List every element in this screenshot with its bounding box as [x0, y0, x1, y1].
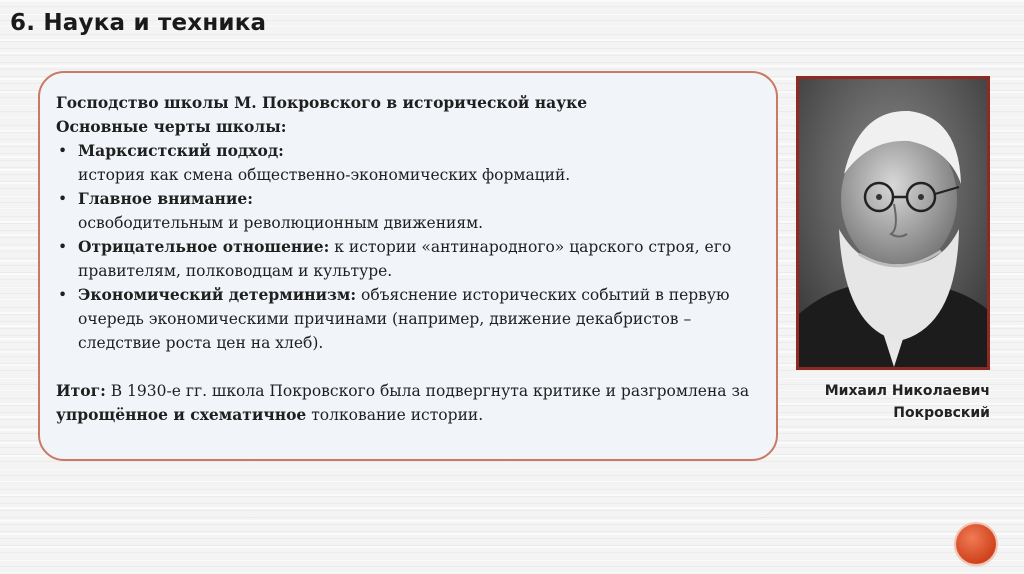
portrait-image — [799, 79, 987, 367]
summary-label: Итог: — [56, 381, 106, 400]
list-item — [56, 187, 758, 235]
bullet-text: объяснение исторических событий в первую очередь экономическими причинами (например, движение декабристов – следствие роста цен на хлеб). — [78, 286, 730, 352]
portrait-caption — [790, 380, 990, 424]
portrait-photo — [796, 76, 990, 370]
bullet-term: Отрицательное отношение: — [78, 237, 330, 256]
features-list — [56, 139, 758, 355]
summary — [56, 379, 758, 427]
summary-text-after: толкование истории. — [306, 406, 484, 424]
next-slide-button[interactable] — [956, 524, 996, 564]
bullet-term: Главное внимание: — [78, 189, 253, 208]
bullet-term: Экономический детерминизм: — [78, 285, 357, 304]
content-heading: Господство школы М. Покровского в исторической науке — [56, 93, 588, 112]
bullet-text: освободительным и революционным движениям. — [78, 214, 484, 232]
bullet-text: к истории «антинародного» царского строя, его правителям, полководцам и культуре. — [78, 238, 732, 280]
bullet-term: Марксистский подход: — [78, 141, 284, 160]
list-item — [56, 139, 758, 187]
bullet-text: история как смена общественно-экономических формаций. — [78, 166, 571, 184]
list-item — [56, 283, 758, 355]
caption-line-1: Михаил Николаевич — [824, 383, 990, 399]
content-box — [38, 71, 778, 461]
caption-line-2: Покровский — [893, 405, 990, 421]
content-subheading: Основные черты школы: — [56, 117, 287, 136]
summary-emphasis: упрощённое и схематичное — [56, 405, 307, 424]
list-item — [56, 235, 758, 283]
summary-text-before: В 1930-е гг. школа Покровского была подвергнута критике и разгромлена за — [105, 382, 750, 400]
slide-title: 6. Наука и техника — [10, 10, 267, 36]
